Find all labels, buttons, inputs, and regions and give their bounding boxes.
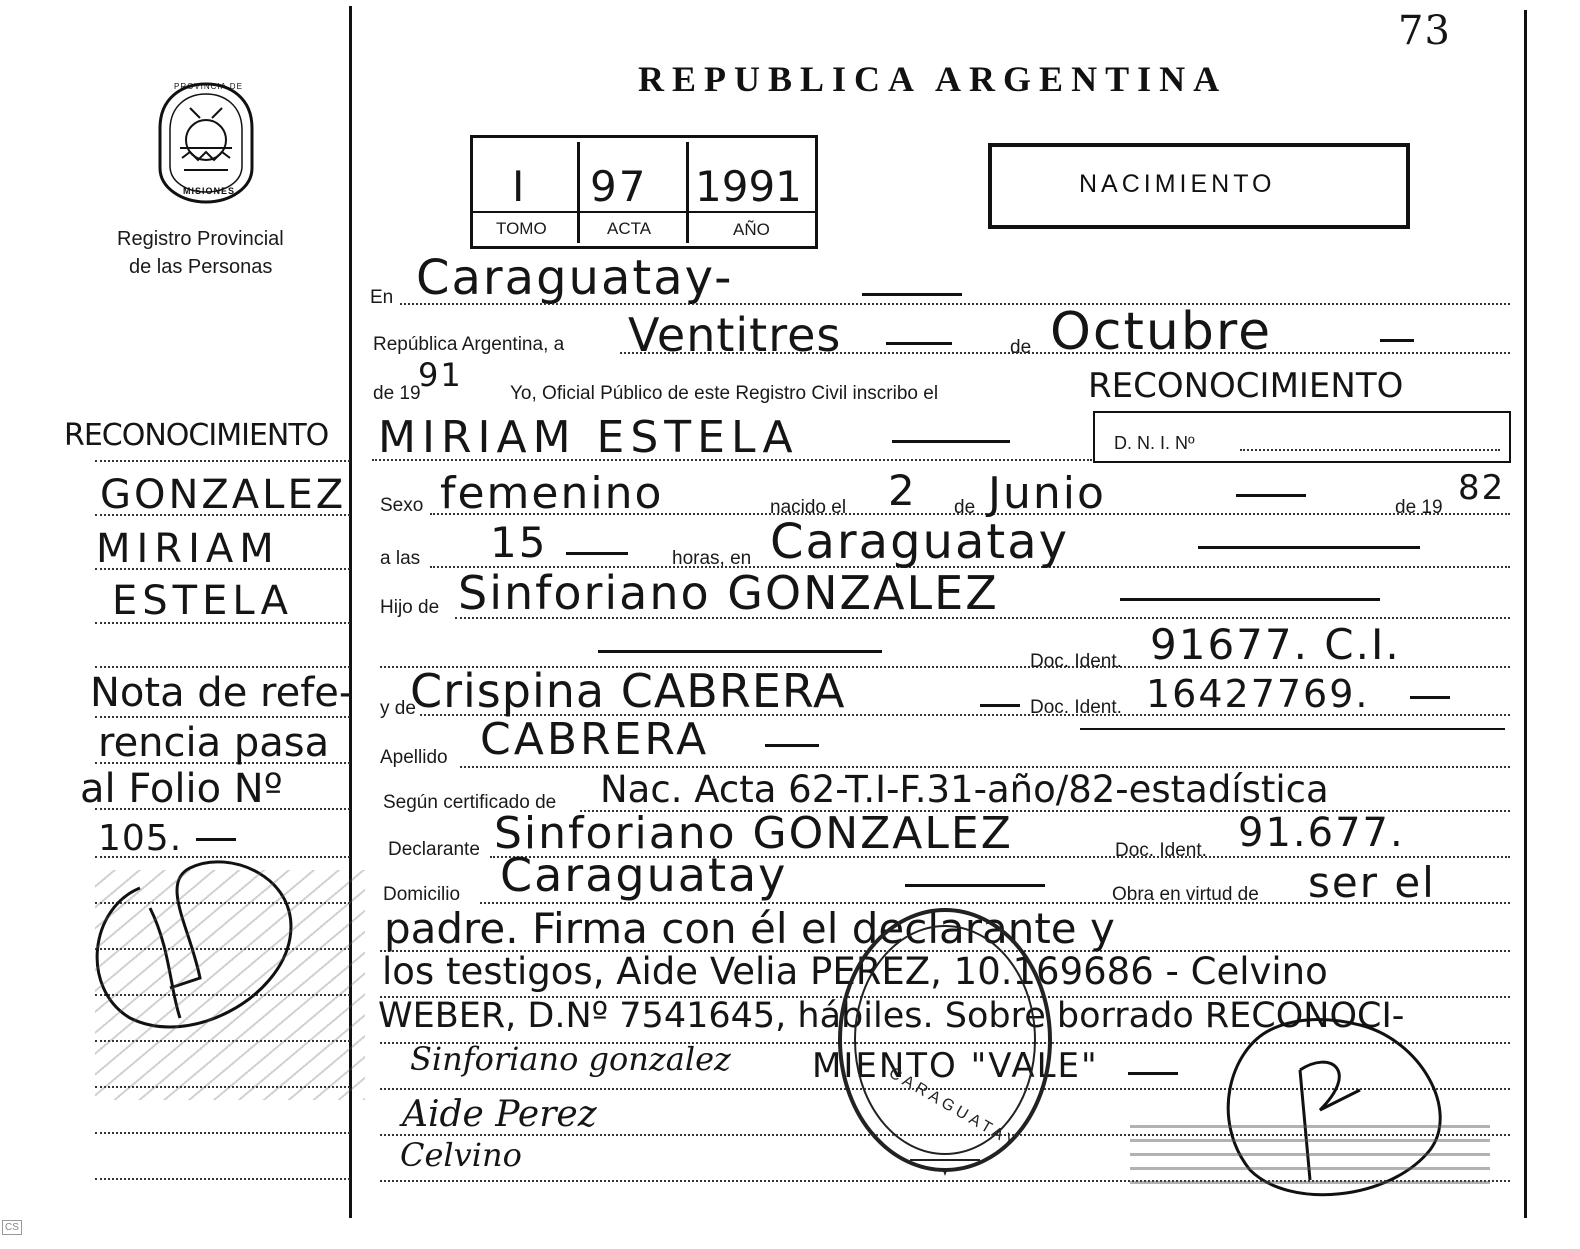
- official-stamp-lines-right: [1130, 1125, 1490, 1185]
- horas-label: horas, en: [672, 548, 752, 569]
- margin-note-dash: [196, 838, 236, 841]
- margin-note-line8: 105.: [98, 818, 183, 859]
- page-number: 73: [1398, 8, 1451, 54]
- seal-text-top: PROVINCIA DE: [174, 82, 243, 91]
- margin-note-line7: al Folio Nº: [80, 766, 283, 812]
- birth-place: Caraguatay: [770, 514, 1070, 570]
- sex-value: femenino: [440, 468, 664, 519]
- birth-place-dash: [1198, 546, 1420, 549]
- names-dash: [892, 440, 1010, 443]
- surname-value: CABRERA: [480, 714, 710, 765]
- margin-estela: ESTELA: [112, 578, 293, 624]
- domicile-dash: [905, 884, 1045, 887]
- father-doc: 91677. C.I.: [1150, 620, 1401, 669]
- a-las-label: a las: [380, 548, 421, 569]
- margin-note-line6: rencia pasa: [98, 720, 330, 766]
- seal-text-bottom: MISIONES: [183, 186, 236, 196]
- margin-line-16: [95, 1178, 350, 1180]
- place-value: Caraguatay-: [416, 250, 734, 306]
- republica-label: República Argentina, a: [373, 334, 565, 355]
- right-frame-line: [1524, 10, 1527, 1218]
- month-dash: [1380, 339, 1414, 342]
- free-text-d-dash: [1128, 1072, 1178, 1075]
- declarant-name: Sinforiano GONZALEZ: [494, 808, 1013, 859]
- signature-celvino: Celvino: [400, 1136, 522, 1174]
- father-dash: [1120, 598, 1380, 601]
- margin-gonzalez: GONZALEZ: [100, 472, 347, 518]
- mother-doc-dash: [1410, 696, 1450, 699]
- signature-sinforiano: Sinforiano gonzalez: [410, 1040, 731, 1078]
- en-label: En: [370, 287, 394, 308]
- day-words: Ventitres: [628, 308, 842, 362]
- domicile-value: Caraguatay: [500, 848, 788, 902]
- father-doc-label: Doc. Ident.: [1030, 651, 1122, 672]
- record-box-separator: [470, 211, 815, 213]
- certificate-value: Nac. Acta 62-T.I-F.31-año/82-estadística: [600, 768, 1329, 811]
- anio-value: 1991: [695, 162, 802, 211]
- mother-dash: [980, 704, 1020, 707]
- hour-dash: [566, 552, 628, 555]
- obra-value: ser el: [1308, 858, 1436, 907]
- signature-aide: Aide Perez: [402, 1094, 597, 1135]
- margin-line-5: [95, 666, 350, 668]
- acta-value: 97: [590, 162, 648, 211]
- domicilio-label: Domicilio: [383, 884, 461, 905]
- child-names: MIRIAM ESTELA: [378, 412, 799, 463]
- surname-dash: [765, 744, 819, 747]
- free-text-a: padre. Firma con él el declarante y: [384, 904, 1115, 953]
- declarante-label: Declarante: [388, 839, 480, 860]
- acta-label: ACTA: [607, 219, 652, 238]
- apellido-label: Apellido: [380, 747, 448, 768]
- inscription-type: RECONOCIMIENTO: [1088, 366, 1404, 406]
- free-text-b: los testigos, Aide Velia PEREZ, 10.169686 - Celvino: [382, 950, 1328, 993]
- nacido-label: nacido el: [770, 497, 847, 518]
- birth-de-label: de: [954, 497, 976, 518]
- yo-label: Yo, Oficial Público de este Registro Civil inscribo el: [510, 383, 939, 404]
- margin-note-line5: Nota de refe-: [90, 670, 354, 716]
- mother-doc-label: Doc. Ident.: [1030, 697, 1122, 718]
- margin-line-6: [95, 716, 350, 718]
- declarant-doc-label: Doc. Ident.: [1115, 840, 1207, 861]
- document-type: NACIMIENTO: [1079, 170, 1276, 198]
- official-round-stamp: [830, 900, 1060, 1180]
- de-label: de: [1010, 337, 1032, 358]
- round-stamp-text: CARAGUATAY: [885, 1064, 1022, 1153]
- mother-name: Crispina CABRERA: [410, 664, 846, 718]
- mother-doc: 16427769.: [1146, 672, 1370, 716]
- office-name-line2: de las Personas: [129, 256, 273, 278]
- birth-day: 2: [888, 466, 917, 515]
- month-value: Octubre: [1050, 302, 1273, 362]
- birth-year-suffix: 82: [1458, 468, 1506, 508]
- place-dash: [862, 293, 962, 296]
- margin-stamp-lines: [95, 870, 365, 1100]
- birth-month-dash: [1236, 494, 1306, 497]
- scanner-mark: CS: [2, 1220, 22, 1235]
- sexo-label: Sexo: [380, 495, 424, 516]
- tomo-value: I: [512, 162, 527, 211]
- margin-line-15: [95, 1132, 350, 1134]
- record-box-divider-1: [577, 142, 580, 243]
- margin-line-1: [95, 460, 350, 462]
- segun-label: Según certificado de: [383, 792, 557, 813]
- margin-reconocimiento: RECONOCIMIENTO: [64, 418, 329, 453]
- margin-miriam: MIRIAM: [96, 526, 280, 572]
- father-doc-dash: [598, 650, 882, 653]
- de19-label: de 19: [373, 383, 421, 404]
- anio-label: AÑO: [733, 220, 770, 239]
- free-text-c: WEBER, D.Nº 7541645, hábiles. Sobre borrado RECONOCI-: [378, 996, 1405, 1036]
- father-name: Sinforiano GONZALEZ: [458, 566, 999, 620]
- hour-value: 15: [490, 518, 548, 567]
- obra-label: Obra en virtud de: [1112, 884, 1259, 905]
- y-de-label: y de: [380, 698, 416, 719]
- year-suffix: 91: [418, 356, 463, 394]
- apellido-long-dash: [1080, 728, 1505, 730]
- birth-month: Junio: [988, 468, 1106, 519]
- office-name-line1: Registro Provincial: [117, 228, 284, 250]
- day-dash: [886, 342, 952, 345]
- record-box-divider-2: [686, 142, 689, 243]
- hijo-label: Hijo de: [380, 597, 440, 618]
- tomo-label: TOMO: [496, 219, 547, 238]
- dni-label: D. N. I. Nº: [1114, 433, 1195, 453]
- free-text-d: MIENTO "VALE": [812, 1046, 1099, 1086]
- declarant-doc: 91.677.: [1238, 810, 1405, 856]
- dni-dotted-line: [1240, 449, 1500, 451]
- country-title: REPUBLICA ARGENTINA: [638, 59, 1228, 99]
- birth-de19-label: de 19: [1395, 497, 1443, 518]
